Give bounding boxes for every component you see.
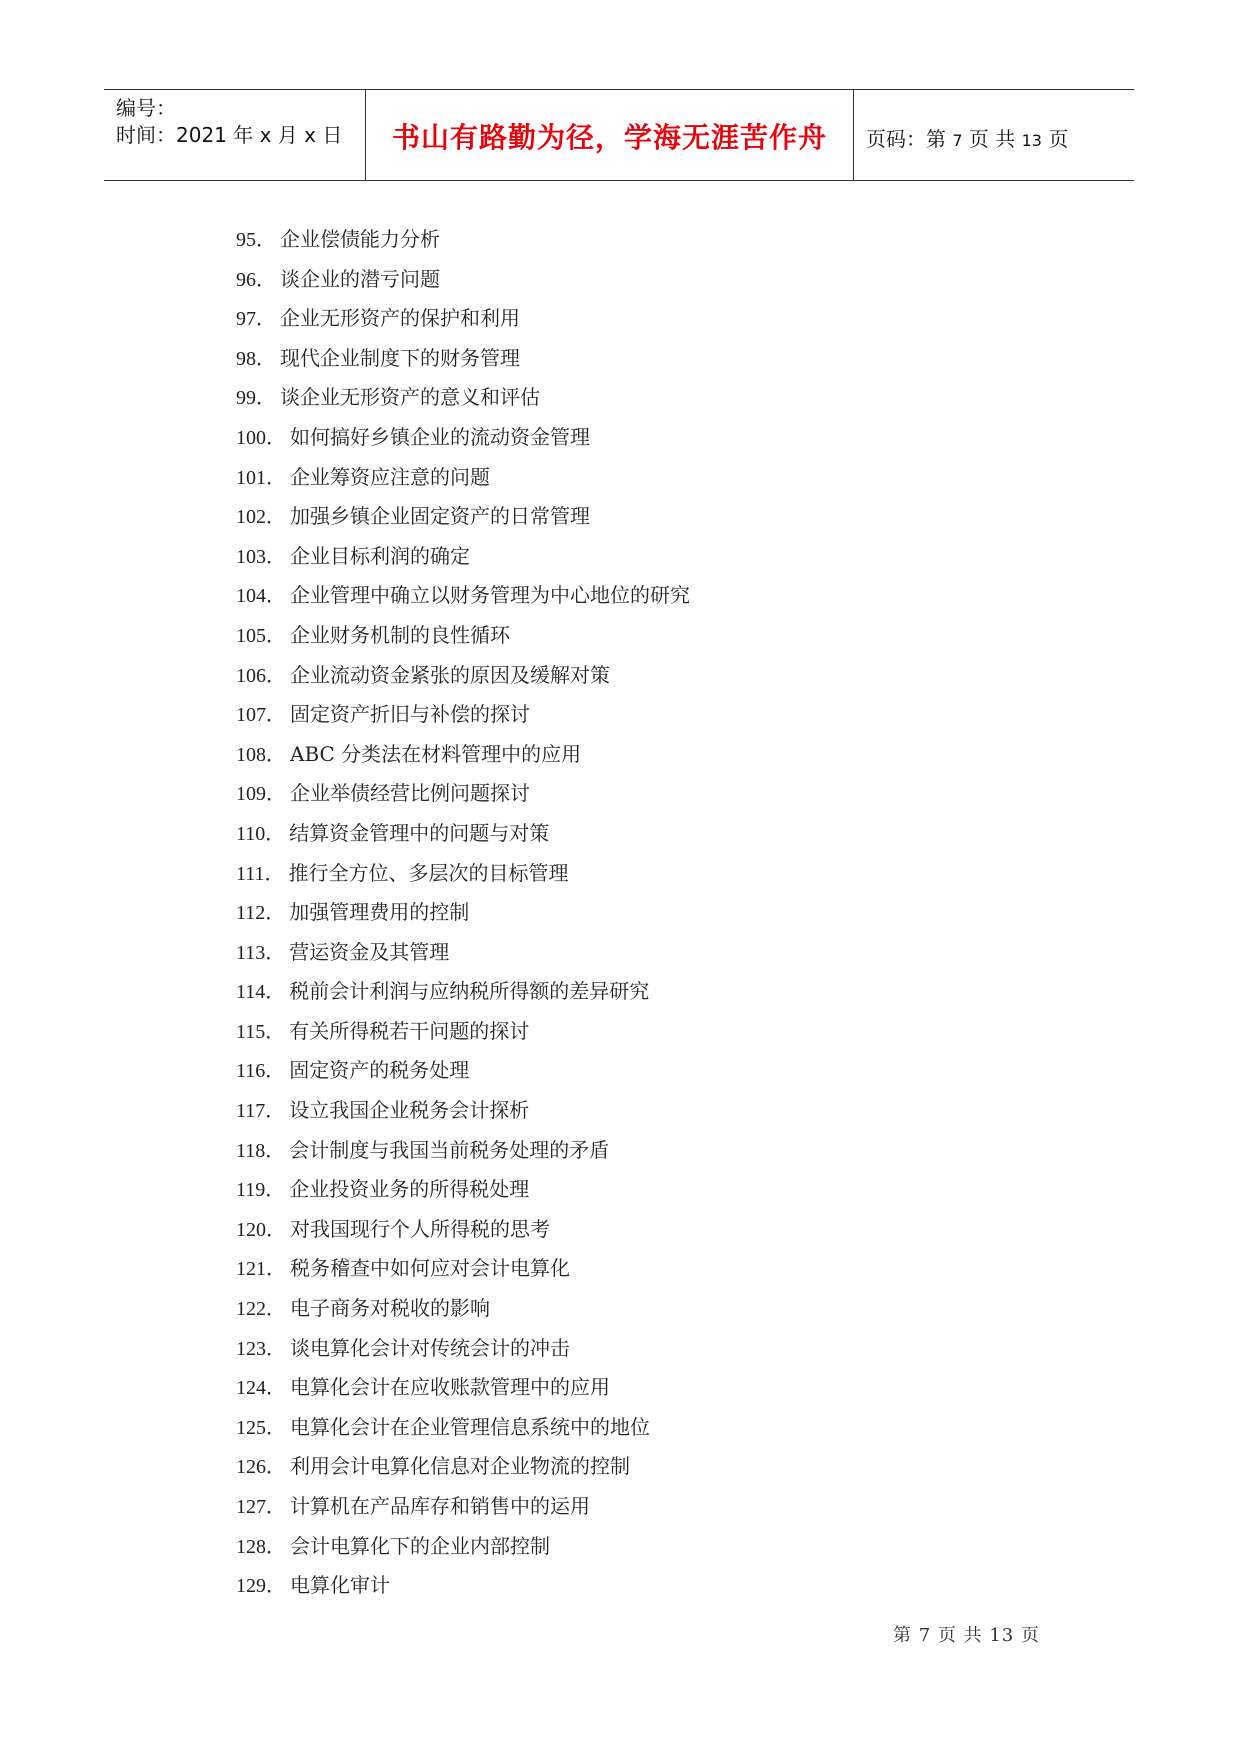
list-item-number: 114． <box>236 981 286 1004</box>
list-item-number: 123． <box>236 1337 286 1360</box>
page-footer: 第 7 页 共 13 页 <box>893 1625 1040 1646</box>
list-item <box>236 1447 690 1487</box>
list-item <box>236 774 690 814</box>
list-item-number: 106． <box>236 664 286 687</box>
list-item-number: 113． <box>236 941 286 964</box>
list-item-number: 121． <box>236 1258 286 1281</box>
list-item <box>236 1527 690 1567</box>
list-item <box>236 656 690 696</box>
list-item-number: 124． <box>236 1377 286 1400</box>
list-item <box>236 299 690 339</box>
list-item <box>236 616 690 656</box>
list-item-title: 加强管理费用的控制 <box>289 900 470 925</box>
list-item <box>236 972 690 1012</box>
list-item-number: 110． <box>236 822 286 845</box>
list-item-title: 电算化会计在应收账款管理中的应用 <box>290 1375 610 1400</box>
list-item-title: 加强乡镇企业固定资产的日常管理 <box>290 504 590 529</box>
list-item-title: 电算化审计 <box>290 1573 390 1598</box>
list-item-title: 企业财务机制的良性循环 <box>290 622 510 647</box>
list-item-number: 128． <box>236 1535 286 1558</box>
list-item-number: 109． <box>236 783 286 806</box>
list-item-title: 税务稽查中如何应对会计电算化 <box>290 1256 570 1281</box>
list-item <box>236 1012 690 1052</box>
list-item-title: 如何搞好乡镇企业的流动资金管理 <box>290 424 590 449</box>
pager-current: 7 <box>952 131 963 150</box>
list-item-title: 利用会计电算化信息对企业物流的控制 <box>290 1454 630 1479</box>
list-item <box>236 418 690 458</box>
list-item <box>236 695 690 735</box>
header-info-cell <box>104 90 366 180</box>
list-item-title: 对我国现行个人所得税的思考 <box>290 1216 550 1241</box>
list-item <box>236 1051 690 1091</box>
list-item-title: 谈企业的潜亏问题 <box>280 266 440 291</box>
list-item-number: 125． <box>236 1416 286 1439</box>
list-item-number: 126． <box>236 1456 286 1479</box>
list-item-number: 100． <box>236 426 286 449</box>
header-motto-cell <box>366 90 854 180</box>
list-item-number: 107． <box>236 704 286 727</box>
list-item <box>236 1170 690 1210</box>
list-item-title: 现代企业制度下的财务管理 <box>280 345 520 370</box>
list-item-number: 115． <box>236 1020 286 1043</box>
list-item-title: 企业偿债能力分析 <box>280 227 440 251</box>
list-item <box>236 1091 690 1131</box>
date-label: 时间：2021 年 x 月 x 日 <box>116 123 343 147</box>
list-item <box>236 1487 690 1527</box>
list-item <box>236 458 690 498</box>
list-item-title: 企业流动资金紧张的原因及缓解对策 <box>290 662 610 687</box>
list-item-title: 企业无形资产的保护和利用 <box>280 306 520 331</box>
list-item-title: ABC 分类法在材料管理中的应用 <box>290 741 582 766</box>
header-page-indicator <box>866 123 1068 152</box>
list-item-title: 企业目标利润的确定 <box>290 543 470 568</box>
list-item <box>236 497 690 537</box>
list-item-number: 122． <box>236 1298 286 1321</box>
list-item <box>236 1131 690 1171</box>
list-item <box>236 339 690 379</box>
topic-list <box>236 220 690 1606</box>
list-item-number: 105． <box>236 624 286 647</box>
list-item <box>236 378 690 418</box>
list-item <box>236 537 690 577</box>
list-item-number: 116． <box>236 1060 286 1083</box>
list-item-title: 营运资金及其管理 <box>289 939 450 964</box>
list-item-title: 税前会计利润与应纳税所得额的差异研究 <box>289 979 650 1004</box>
list-item <box>236 854 690 894</box>
pager-total: 13 <box>1021 131 1042 150</box>
list-item <box>236 1210 690 1250</box>
list-item <box>236 1289 690 1329</box>
list-item-number: 108． <box>236 743 286 766</box>
list-item-title: 会计电算化下的企业内部控制 <box>290 1533 550 1558</box>
list-item-number: 101． <box>236 466 286 489</box>
list-item-title: 电算化会计在企业管理信息系统中的地位 <box>290 1414 650 1439</box>
list-item-number: 104． <box>236 585 286 608</box>
list-item-number: 95． <box>236 229 276 251</box>
list-item-title: 推行全方位、多层次的目标管理 <box>288 860 569 885</box>
list-item-number: 118． <box>236 1139 286 1162</box>
list-item-number: 117． <box>236 1100 286 1123</box>
list-item <box>236 1408 690 1448</box>
list-item-title: 计算机在产品库存和销售中的运用 <box>290 1494 590 1518</box>
list-item <box>236 1249 690 1289</box>
list-item-number: 98． <box>236 347 276 370</box>
header-pager-cell <box>854 90 1134 180</box>
pager-mid: 页 共 <box>968 127 1016 151</box>
list-item-number: 112． <box>236 902 286 925</box>
list-item <box>236 1329 690 1369</box>
list-item-title: 谈企业无形资产的意义和评估 <box>280 385 540 410</box>
list-item-title: 电子商务对税收的影响 <box>290 1296 490 1321</box>
list-item-number: 102． <box>236 506 286 529</box>
list-item <box>236 260 690 300</box>
pager-suffix: 页 <box>1048 127 1069 151</box>
list-item <box>236 735 690 775</box>
list-item-number: 103． <box>236 545 286 568</box>
pager-prefix: 页码：第 <box>866 127 946 151</box>
list-item-number: 119． <box>236 1179 286 1202</box>
list-item-number: 97． <box>236 308 276 331</box>
list-item-title: 企业举债经营比例问题探讨 <box>290 781 530 806</box>
list-item-number: 129． <box>236 1575 286 1598</box>
list-item-number: 96． <box>236 268 276 291</box>
list-item <box>236 1368 690 1408</box>
list-item <box>236 814 690 854</box>
list-item-title: 企业投资业务的所得税处理 <box>289 1177 530 1202</box>
list-item <box>236 1566 690 1606</box>
list-item <box>236 220 690 260</box>
list-item-title: 会计制度与我国当前税务处理的矛盾 <box>289 1137 610 1162</box>
list-item-number: 120． <box>236 1218 286 1241</box>
list-item-number: 99． <box>236 387 276 410</box>
list-item-number: 111． <box>236 862 285 885</box>
list-item-title: 结算资金管理中的问题与对策 <box>289 820 550 845</box>
list-item <box>236 893 690 933</box>
page-header <box>104 89 1134 181</box>
serial-number-label: 编号： <box>116 96 176 120</box>
list-item-title: 有关所得税若干问题的探讨 <box>289 1018 530 1043</box>
list-item-title: 谈电算化会计对传统会计的冲击 <box>290 1335 570 1360</box>
list-item-number: 127． <box>236 1496 286 1518</box>
header-motto: 书山有路勤为径，学海无涯苦作舟 <box>391 121 827 154</box>
list-item-title: 设立我国企业税务会计探析 <box>289 1098 530 1123</box>
list-item-title: 固定资产折旧与补偿的探讨 <box>290 702 530 727</box>
list-item-title: 企业管理中确立以财务管理为中心地位的研究 <box>290 583 690 608</box>
list-item-title: 企业筹资应注意的问题 <box>290 464 490 489</box>
list-item <box>236 933 690 973</box>
list-item-title: 固定资产的税务处理 <box>289 1058 470 1083</box>
list-item <box>236 576 690 616</box>
